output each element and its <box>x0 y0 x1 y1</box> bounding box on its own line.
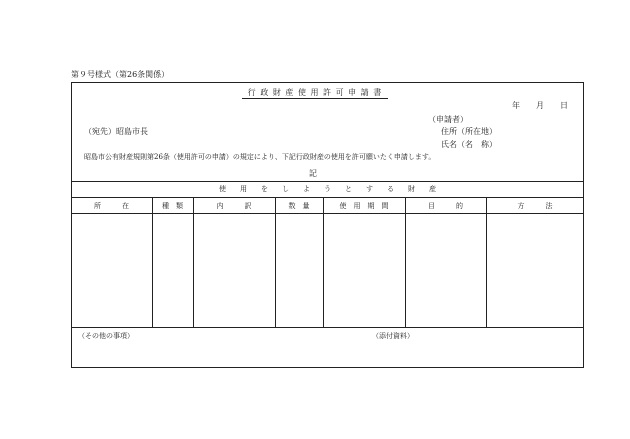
col-divider <box>193 197 194 327</box>
addressee: （宛先）昭島市長 <box>84 127 148 136</box>
col-divider <box>152 197 153 327</box>
table-title: 使 用 を し よ う と す る 財 産 <box>219 185 436 193</box>
other-matters-label: （その他の事項） <box>78 332 134 340</box>
col-header-quantity: 数 量 <box>288 202 310 210</box>
col-divider <box>275 197 276 327</box>
ki-label: 記 <box>309 169 317 178</box>
col-header-method: 方 法 <box>517 202 553 210</box>
attachments-label: （添付資料） <box>372 332 414 340</box>
address-label: 住所（所在地） <box>441 127 497 136</box>
body-text: 昭島市公有財産規則第26条（使用許可の申請）の規定により、下記行政財産の使用を許可願いたく申請します。 <box>84 153 436 161</box>
col-header-breakdown: 内 訳 <box>216 202 252 210</box>
date-label: 年 月 日 <box>512 101 568 110</box>
form-number: 第９号様式（第26条関係） <box>71 70 170 79</box>
table-top-line <box>71 181 584 182</box>
title-underline <box>242 98 388 99</box>
col-header-purpose: 目 的 <box>428 202 463 210</box>
col-header-period: 使 用 期 間 <box>339 202 389 210</box>
table-title-line <box>71 197 584 198</box>
form-title: 行 政 財 産 使 用 許 可 申 請 書 <box>247 88 383 97</box>
table-bottom-line <box>71 327 584 328</box>
col-header-location: 所 在 <box>94 202 129 210</box>
name-label: 氏名（名 称） <box>441 140 497 149</box>
table-header-line <box>71 213 584 214</box>
form-frame <box>71 82 584 368</box>
applicant-label: （申請者） <box>428 115 468 124</box>
col-divider <box>323 197 324 327</box>
col-divider <box>405 197 406 327</box>
col-header-type: 種 類 <box>162 202 183 210</box>
col-divider <box>486 197 487 327</box>
